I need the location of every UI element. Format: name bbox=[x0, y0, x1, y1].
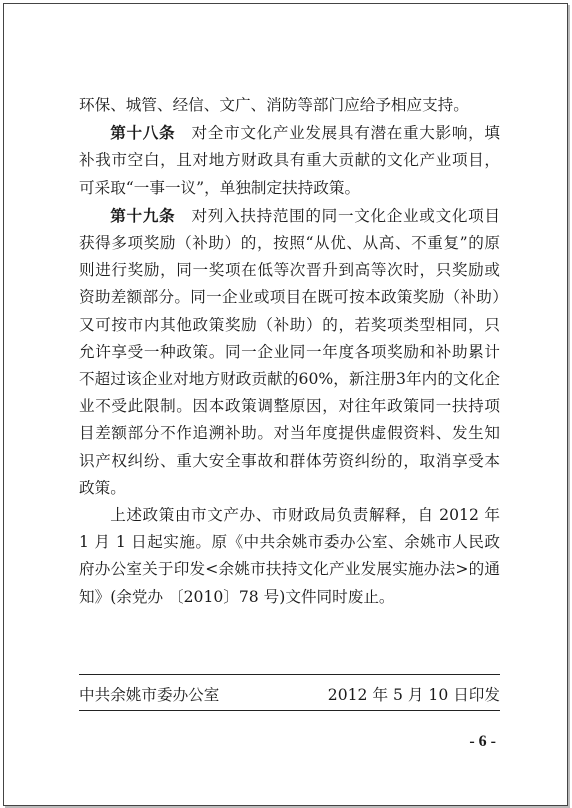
article-18-text: 对全市文化产业发展具有潜在重大影响，填补我市空白，且对地方财政具有重大贡献的文化产业项目，可采取“一事一议”，单独制定扶持政策。 bbox=[79, 124, 500, 197]
article-19 bbox=[79, 202, 500, 502]
paragraph-continuation: 环保、城管、经信、文广、消防等部门应给予相应支持。 bbox=[79, 96, 469, 114]
footer-top-rule bbox=[79, 674, 500, 675]
document-body bbox=[79, 92, 500, 611]
article-18-heading: 第十八条 bbox=[110, 123, 176, 143]
page-number: - 6 - bbox=[469, 733, 496, 750]
footer-row bbox=[79, 683, 500, 705]
issuer: 中共余姚市委办公室 bbox=[79, 686, 220, 704]
article-18 bbox=[79, 119, 500, 202]
issue-date: 2012 年 5 月 10 日印发 bbox=[327, 686, 500, 704]
article-19-heading: 第十九条 bbox=[110, 205, 176, 225]
article-19-text: 对列入扶持范围的同一文化企业或文化项目获得多项奖励（补助）的，按照“从优、从高、不重复”的原则进行奖励，同一奖项在低等次晋升到高等次时，只奖励或资助差额部分。同一企业或项目在既可按本政策奖励（补助）又可按市内其他政策奖励（补助）的，若奖项类型相同，只允许享受一种政策。同一企业同一年度各项奖励和补助累计不超过该企业对地方财政贡献的60%，新注册3年内的文化企业不受此限制。因本政策调整原因，对往年政策同一扶持项目差额部分不作追溯补助。对当年度提供虚假资料、发生知识产权纠纷、重大安全事故和群体劳资纠纷的，取消享受本政策。 bbox=[79, 206, 500, 497]
closing-paragraph: 上述政策由市文产办、市财政局负责解释，自 2012 年 1 月 1 日起实施。原《中共余姚市委办公室、余姚市人民政府办公室关于印发<余姚市扶持文化产业发展实施办法>的通知》(余党办 〔2010〕78 号)文件同时废止。 bbox=[79, 506, 500, 606]
footer-bottom-rule bbox=[79, 710, 500, 711]
